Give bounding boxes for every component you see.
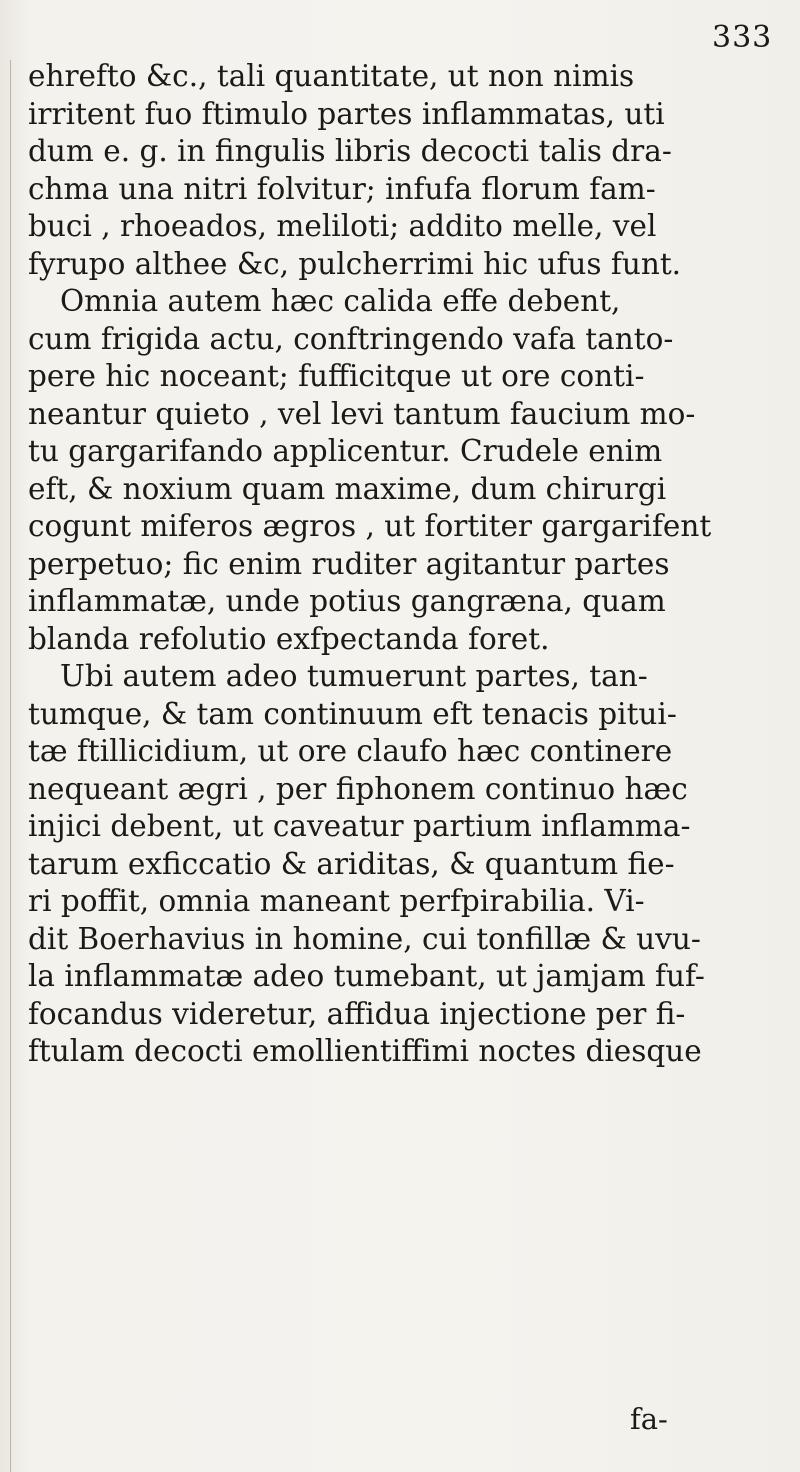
text-line: perpetuo; fic enim ruditer agitantur partes <box>28 546 670 581</box>
text-line: ehrefto &c., tali quantitate, ut non nimis <box>28 59 635 93</box>
text-line: injici debent, ut caveatur partium inflamma- <box>28 809 691 843</box>
text-line: neantur quieto , vel levi tantum faucium mo- <box>28 396 696 431</box>
text-line: pere hic noceant; fufficitque ut ore conti- <box>28 359 645 393</box>
text-line: blanda refolutio exfpectanda foret. <box>28 621 550 656</box>
text-line: focandus videretur, affidua injectione per fi- <box>28 996 686 1031</box>
text-line: Ubi autem adeo tumuerunt partes, tan- <box>60 659 648 693</box>
body-text <box>28 58 794 1071</box>
catchword: fa- <box>630 1402 668 1436</box>
page-number: 333 <box>712 20 773 55</box>
text-line: tu gargarifando applicentur. Crudele enim <box>28 434 663 468</box>
text-line: tæ ftillicidium, ut ore claufo hæc continere <box>28 734 673 768</box>
text-line: chma una nitri folvitur; infufa florum fam- <box>28 171 656 206</box>
text-line: tarum exficcatio & ariditas, & quantum fie- <box>28 846 675 881</box>
text-line: dit Boerhavius in homine, cui tonfillæ & uvu- <box>28 921 701 956</box>
text-line: fyrupo althee &c, pulcherrimi hic ufus funt. <box>28 246 682 281</box>
text-line: Omnia autem hæc calida effe debent, <box>60 284 621 318</box>
text-line: la inflammatæ adeo tumebant, ut jamjam fuf- <box>28 959 705 993</box>
text-line: ftulam decocti emollientiffimi noctes diesque <box>28 1034 702 1068</box>
binding-gutter-line <box>10 60 11 1472</box>
text-line: inflammatæ, unde potius gangræna, quam <box>28 584 666 618</box>
text-line: tumque, & tam continuum eft tenacis pitui- <box>28 696 677 731</box>
text-line: buci , rhoeados, meliloti; addito melle, vel <box>28 209 657 243</box>
text-line: cogunt miferos ægros , ut fortiter gargarifent <box>28 509 712 543</box>
text-line: eft, & noxium quam maxime, dum chirurgi <box>28 471 667 506</box>
text-line: dum e. g. in fingulis libris decocti talis dra- <box>28 134 672 168</box>
text-line: nequeant ægri , per fiphonem continuo hæc <box>28 771 688 806</box>
text-line: cum frigida actu, conftringendo vafa tanto- <box>28 321 674 356</box>
text-line: irritent fuo ftimulo partes inflammatas, uti <box>28 96 665 131</box>
text-line: ri poffit, omnia maneant perfpirabilia. Vi- <box>28 884 645 918</box>
